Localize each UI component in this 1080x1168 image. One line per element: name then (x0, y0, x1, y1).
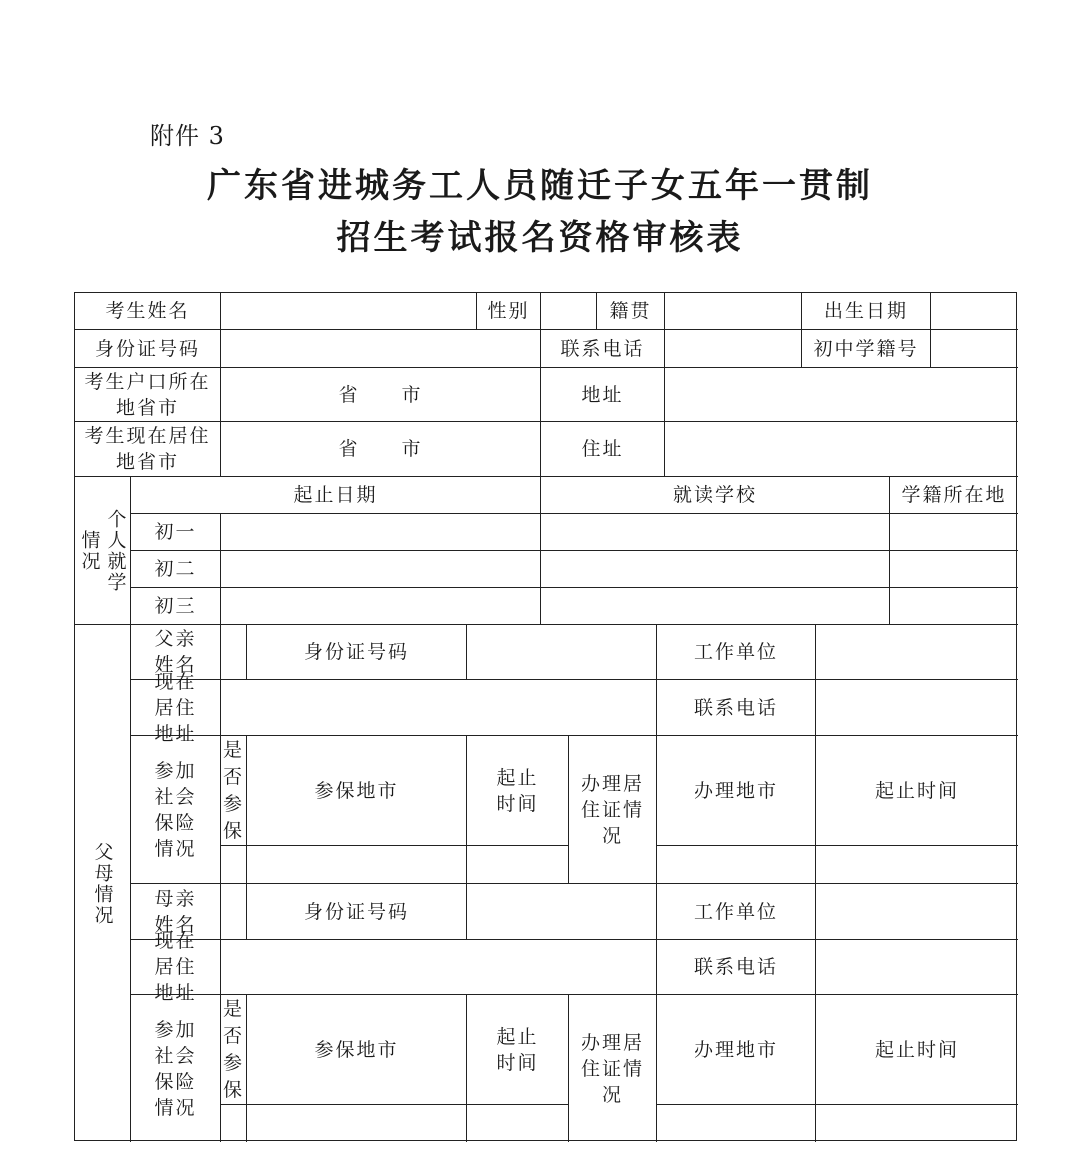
mother-permit-label: 办理居住证情况 (569, 995, 657, 1142)
grade-label: 初一 (131, 514, 221, 551)
school-col-school: 就读学校 (541, 477, 890, 514)
father-permit-label: 办理居住证情况 (569, 736, 657, 884)
father-address-label: 现在居住地址 (131, 680, 221, 736)
student-number-label: 初中学籍号 (802, 330, 931, 368)
mother-phone-label: 联系电话 (657, 940, 816, 995)
hukou-address-field[interactable] (665, 368, 1018, 422)
mother-permit-city-label: 办理地市 (657, 995, 816, 1105)
mother-insured-period-field[interactable] (467, 1105, 569, 1142)
id-number-label: 身份证号码 (75, 330, 221, 368)
grade1-location-field[interactable] (890, 514, 1018, 551)
father-permit-city-field[interactable] (657, 846, 816, 884)
mother-insured-period-label: 起止时间 (467, 995, 569, 1105)
school-col-dates: 起止日期 (131, 477, 541, 514)
native-place-label: 籍贯 (597, 293, 665, 330)
name-field[interactable] (221, 293, 476, 330)
grade1-dates-field[interactable] (221, 514, 541, 551)
father-permit-period-field[interactable] (816, 846, 1018, 884)
father-id-field[interactable] (467, 625, 657, 680)
father-insured-field[interactable] (221, 846, 247, 884)
grade2-dates-field[interactable] (221, 551, 541, 588)
mother-phone-field[interactable] (816, 940, 1018, 995)
father-address-field[interactable] (221, 680, 657, 736)
father-permit-city-label: 办理地市 (657, 736, 816, 846)
father-insured-city-field[interactable] (247, 846, 467, 884)
father-phone-field[interactable] (816, 680, 1018, 736)
mother-permit-period-field[interactable] (816, 1105, 1018, 1142)
hukou-province-city-field[interactable]: 省 市 (221, 368, 541, 422)
father-name-field[interactable] (221, 625, 247, 680)
father-insured-period-label: 起止时间 (467, 736, 569, 846)
qualification-form-table (74, 292, 1017, 1141)
mother-name-label: 母亲姓名 (131, 884, 221, 940)
birth-date-label: 出生日期 (802, 293, 931, 330)
father-work-label: 工作单位 (657, 625, 816, 680)
name-label: 考生姓名 (75, 293, 221, 330)
school-section-cell (75, 477, 131, 625)
mother-address-field[interactable] (221, 940, 657, 995)
father-insured-city-label: 参保地市 (247, 736, 467, 846)
school-section-label: 个人就学情况 (78, 508, 127, 593)
father-id-label: 身份证号码 (247, 625, 467, 680)
grade-label: 初三 (131, 588, 221, 625)
grade1-school-field[interactable] (541, 514, 890, 551)
father-phone-label: 联系电话 (657, 680, 816, 736)
mother-permit-city-field[interactable] (657, 1105, 816, 1142)
residence-location-label: 考生现在居住地省市 (75, 422, 221, 477)
hukou-address-label: 地址 (541, 368, 665, 422)
attachment-label: 附件 3 (150, 122, 225, 150)
mother-insured-field[interactable] (221, 1105, 247, 1142)
grade3-location-field[interactable] (890, 588, 1018, 625)
father-insurance-label: 参加社会保险情况 (131, 736, 221, 884)
grade-label: 初二 (131, 551, 221, 588)
mother-insured-city-label: 参保地市 (247, 995, 467, 1105)
mother-permit-period-label: 起止时间 (816, 995, 1018, 1105)
mother-id-field[interactable] (467, 884, 657, 940)
mother-insurance-label: 参加社会保险情况 (131, 995, 221, 1142)
father-work-field[interactable] (816, 625, 1018, 680)
gender-label: 性别 (476, 293, 541, 330)
parents-section-cell (75, 625, 131, 1142)
form-title-line-2: 招生考试报名资格审核表 (336, 218, 744, 258)
grade2-location-field[interactable] (890, 551, 1018, 588)
phone-label: 联系电话 (541, 330, 665, 368)
mother-work-label: 工作单位 (657, 884, 816, 940)
residence-address-label: 住址 (541, 422, 665, 477)
native-place-field[interactable] (665, 293, 802, 330)
mother-insured-city-field[interactable] (247, 1105, 467, 1142)
grade2-school-field[interactable] (541, 551, 890, 588)
parents-section-label: 父母情况 (91, 841, 114, 926)
school-col-location: 学籍所在地 (890, 477, 1018, 514)
father-insured-period-field[interactable] (467, 846, 569, 884)
grade3-dates-field[interactable] (221, 588, 541, 625)
hukou-location-label: 考生户口所在地省市 (75, 368, 221, 422)
birth-date-field[interactable] (931, 293, 1018, 330)
phone-field[interactable] (665, 330, 802, 368)
form-title-line-1: 广东省进城务工人员随迁子女五年一贯制 (207, 166, 873, 206)
mother-work-field[interactable] (816, 884, 1018, 940)
residence-address-field[interactable] (665, 422, 1018, 477)
mother-id-label: 身份证号码 (247, 884, 467, 940)
father-insured-label: 是否参保 (221, 736, 247, 846)
father-name-label: 父亲姓名 (131, 625, 221, 680)
father-permit-period-label: 起止时间 (816, 736, 1018, 846)
residence-province-city-field[interactable]: 省 市 (221, 422, 541, 477)
student-number-field[interactable] (931, 330, 1018, 368)
id-number-field[interactable] (221, 330, 541, 368)
mother-insured-label: 是否参保 (221, 995, 247, 1105)
mother-name-field[interactable] (221, 884, 247, 940)
gender-field[interactable] (541, 293, 597, 330)
mother-address-label: 现在居住地址 (131, 940, 221, 995)
grade3-school-field[interactable] (541, 588, 890, 625)
